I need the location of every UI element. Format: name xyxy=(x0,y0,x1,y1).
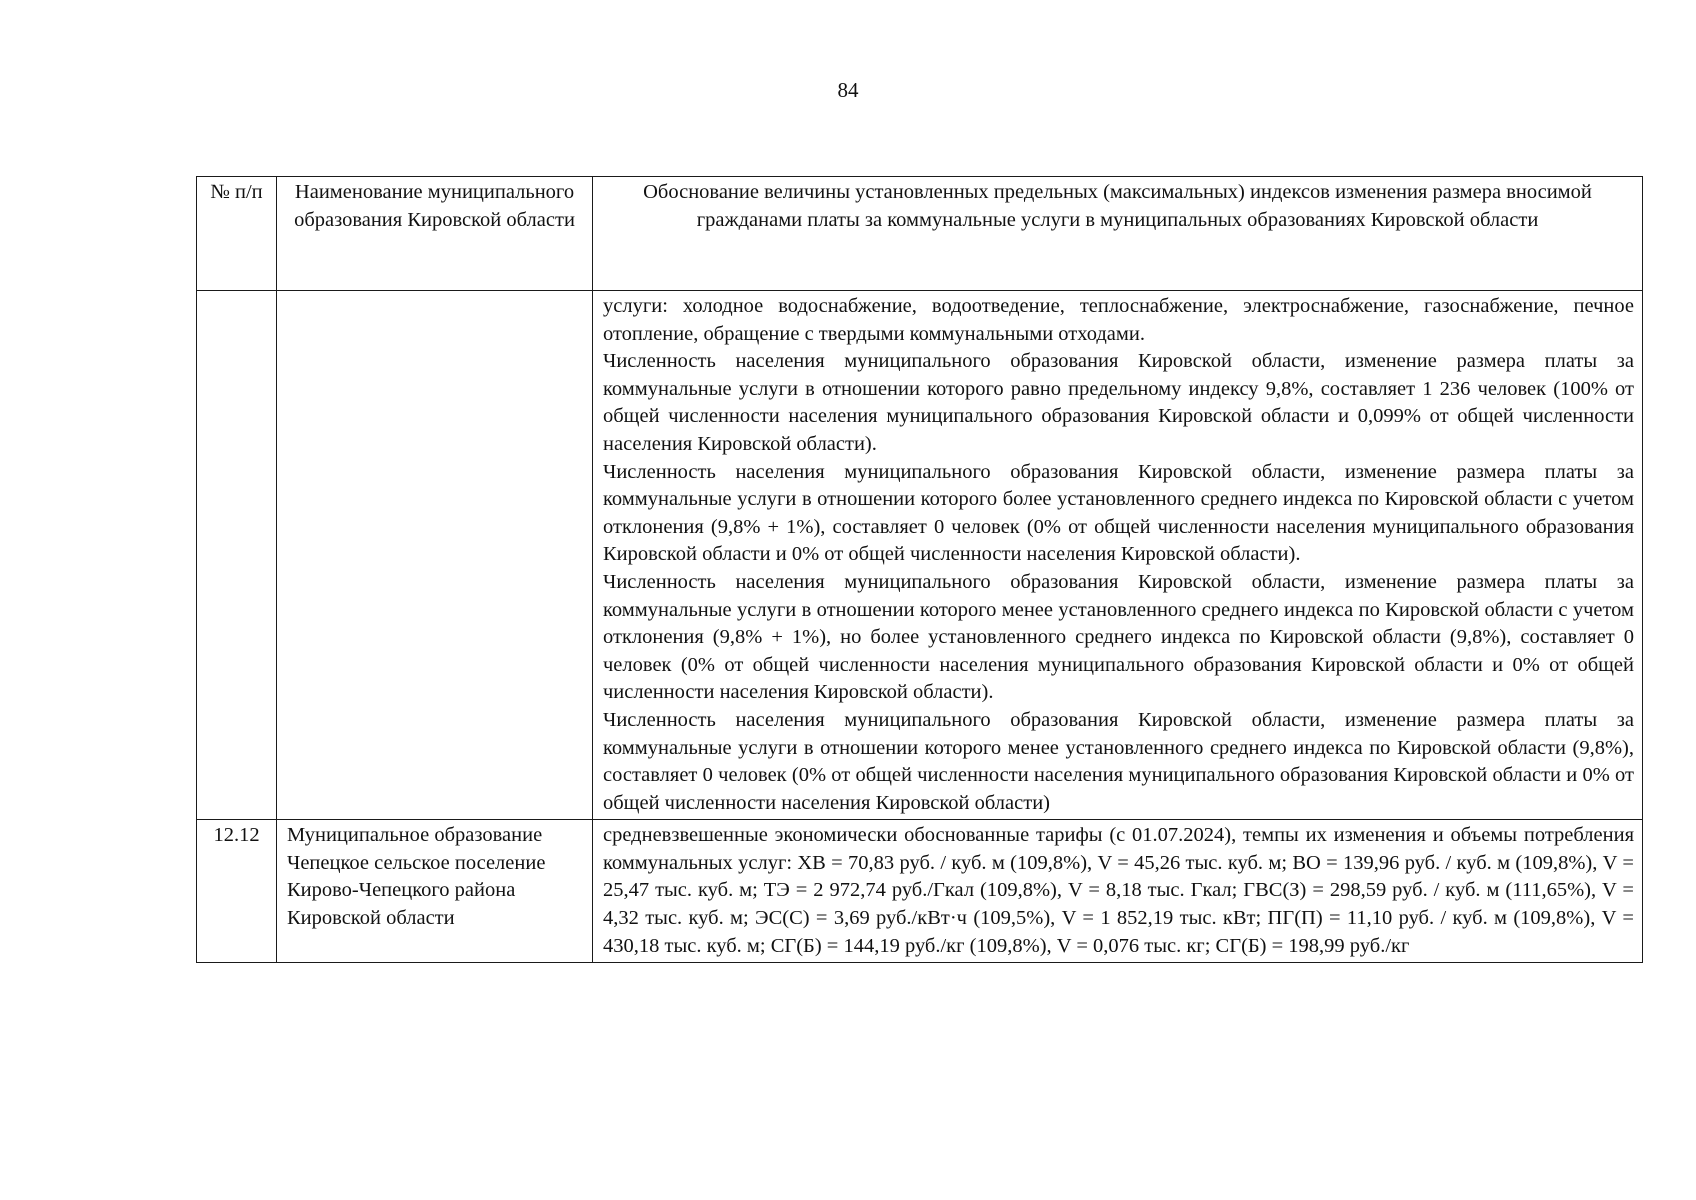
header-number: № п/п xyxy=(197,177,277,291)
justification-paragraph: Численность населения муниципального образования Кировской области, изменение размера платы за коммунальные услуги в отношении которого более установленного среднего индекса по Кировской области с учетом отклонения (9,8% + 1%), составляет 0 человек (0% от общей численности населения муниципального образования Кировской области и 0% от общей численности населения Кировской области). xyxy=(603,460,1634,566)
table-header-row xyxy=(197,177,1643,291)
row-justification xyxy=(593,820,1643,963)
header-justification: Обоснование величины установленных предельных (максимальных) индексов изменения размера вносимой гражданами платы за коммунальные услуги в муниципальных образованиях Кировской области xyxy=(593,177,1643,291)
table-row xyxy=(197,820,1643,963)
justification-paragraph: Численность населения муниципального образования Кировской области, изменение размера платы за коммунальные услуги в отношении которого менее установленного среднего индекса по Кировской области с учетом отклонения (9,8% + 1%), но более установленного среднего индекса по Кировской области (9,8%), составляет 0 человек (0% от общей численности населения муниципального образования Кировской области и 0% от общей численности населения Кировской области). xyxy=(603,570,1634,704)
justification-paragraph: Численность населения муниципального образования Кировской области, изменение размера платы за коммунальные услуги в отношении которого менее установленного среднего индекса по Кировской области (9,8%), составляет 0 человек (0% от общей численности населения муниципального образования Кировской области и 0% от общей численности населения Кировской области) xyxy=(603,708,1634,814)
row-number: 12.12 xyxy=(197,820,277,963)
justification-paragraph: услуги: холодное водоснабжение, водоотведение, теплоснабжение, электроснабжение, газоснабжение, печное отопление, обращение с твердыми коммунальными отходами. xyxy=(603,295,1634,345)
table-row xyxy=(197,291,1643,820)
row-municipality-name: Муниципальное образование Чепецкое сельское поселение Кирово-Чепецкого района Кировской области xyxy=(277,820,593,963)
justification-paragraph: Численность населения муниципального образования Кировской области, изменение размера платы за коммунальные услуги в отношении которого равно предельному индексу 9,8%, составляет 1 236 человек (100% от общей численности населения муниципального образования Кировской области и 0,099% от общей численности населения Кировской области). xyxy=(603,350,1634,455)
page-number: 84 xyxy=(837,78,859,102)
row-justification xyxy=(593,291,1643,820)
justification-paragraph: средневзвешенные экономически обоснованные тарифы (с 01.07.2024), темпы их изменения и объемы потребления коммунальных услуг: ХВ = 70,83 руб. / куб. м (109,8%), V = 45,26 тыс. куб. м; ВО = 139,96 руб. / куб. м (109,8%), V = 25,47 тыс. куб. м; ТЭ = 2 972,74 руб./Гкал (109,8%), V = 8,18 тыс. Гкал; ГВС(З) = 298,59 руб. / куб. м (111,65%), V = 4,32 тыс. куб. м; ЭС(С) = 3,69 руб./кВт·ч (109,5%), V = 1 852,19 тыс. кВт; ПГ(П) = 11,10 руб. / куб. м (109,8%), V = 430,18 тыс. куб. м; СГ(Б) = 144,19 руб./кг (109,8%), V = 0,076 тыс. кг; СГ(Б) = 198,99 руб./кг xyxy=(603,824,1634,957)
header-municipality-name: Наименование муниципального образования Кировской области xyxy=(277,177,593,291)
row-municipality-name xyxy=(277,291,593,820)
tariff-index-table xyxy=(196,176,1643,963)
row-number xyxy=(197,291,277,820)
